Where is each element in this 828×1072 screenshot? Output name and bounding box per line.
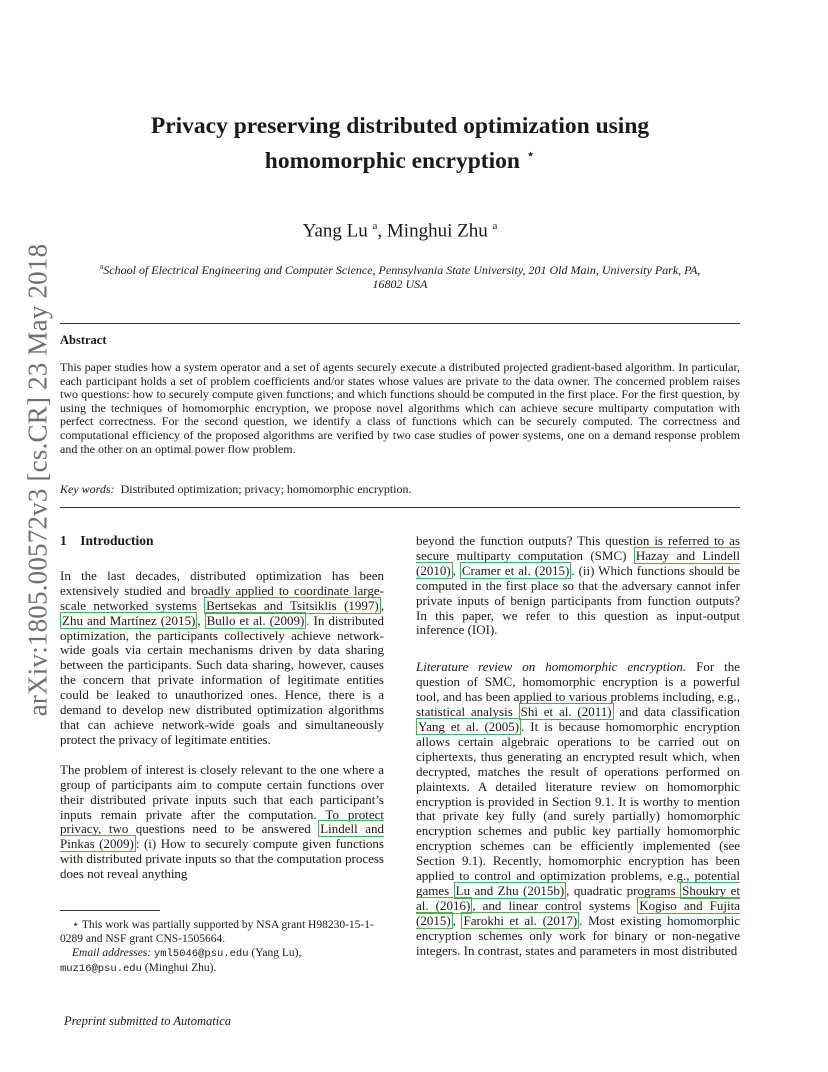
title-line-1: Privacy preserving distributed optimization using [150, 113, 650, 139]
email-addresses: Email addresses: yml5046@psu.edu (Yang Lu), [72, 947, 302, 960]
author-affiliation-mark: a [492, 220, 498, 232]
citation-link[interactable]: Bullo et al. (2009) [206, 612, 305, 628]
section-number: 1 [60, 533, 67, 548]
citation-link[interactable]: Lu and Zhu (2015b) [455, 882, 565, 898]
affiliation-mark: a [99, 262, 104, 271]
paragraph-label: Literature review on homomorphic encryption. [416, 659, 687, 675]
paper-title [60, 112, 740, 176]
citation-link[interactable]: Farokhi et al. (2017) [463, 912, 578, 928]
citation-link[interactable]: Hazay and Lindell (2010) [416, 547, 740, 578]
abstract-text: This paper studies how a system operator and a set of agents securely execute a distributed projected gradient-based algorithm. In particular, each participant holds a set of problem coefficients and/or states whose values are private to the data owner. The concerned problem raises two questions: how to securely compute given functions; and which functions should be computed in the first place. For the first question, by using the techniques of homomorphic encryption, we propose novel algorithms which can achieve secure multiparty computation with perfect correctness. For the second question, we identify a class of functions which can be securely computed. The correctness and computational efficiency of the proposed algorithms are verified by two case studies of power systems, one on a demand response problem and the other on an optimal power flow problem. [60, 360, 740, 456]
citation-link[interactable]: Yang et al. (2005) [418, 718, 520, 734]
divider [60, 507, 740, 508]
author-name: Minghui Zhu [386, 220, 488, 242]
preprint-note: Preprint submitted to Automatica [64, 1014, 232, 1028]
paragraph: The problem of interest is closely relevant to the one where a group of participants aim to compute certain functions over their distributed private inputs such that each participant’s inputs remain private after the computation. To protect privacy, two questions need to be answered Lindell and Pinkas (2009) : (i) How to securely compute given functions with distributed private inputs so that the computation process does not reveal anything [60, 761, 384, 882]
title-footnote-mark: ⋆ [525, 147, 536, 163]
email-link[interactable]: yml5046@psu.edu [153, 948, 249, 960]
keywords [60, 482, 740, 497]
citation-link[interactable]: Kogiso and Fujita (2015) [416, 897, 740, 928]
footnote-divider [60, 910, 160, 911]
right-column [416, 534, 740, 958]
paragraph: In the last decades, distributed optimization has been extensively studied and broadly applied to coordinate large-scale networked systems Bertsekas and Tsitsiklis (1997) , Zhu and Martínez (2015) , Bullo et al. (2009) . In distributed optimization, the participants collectively achieve network-wide goals via certain mechanisms driven by data sharing between the participants. Such data sharing, however, causes the concern that private information of legitimate entities could be leaked to unauthorized ones. Hence, there is a demand to develop new distributed optimization algorithms that can achieve network-wide goals and simultaneously protect the privacy of legitimate entities. [60, 567, 385, 747]
paragraph: beyond the function outputs? This question is referred to as secure multiparty computation (SMC) Hazay and Lindell (2010) , Cramer et al. (2015) . (ii) Which functions should be computed in the first place so that the adversary cannot infer private inputs of benign participants from function outputs? In this paper, we refer to this question as input-output inference (IOI). [416, 533, 741, 638]
email-addresses-cont: muz16@psu.edu (Minghui Zhu). [60, 962, 217, 975]
section-heading [60, 534, 384, 549]
left-column [60, 534, 384, 882]
citation-link[interactable]: Zhu and Martínez (2015) [62, 612, 196, 628]
funding-note: ⋆ This work was partially supported by NSA grant H98230-15-1-0289 and NSF grant CNS-1505664. [60, 919, 374, 945]
abstract-heading: Abstract [60, 333, 107, 347]
keywords-label: Key words: [60, 482, 115, 496]
arxiv-sidebar-stamp [8, 243, 68, 717]
title-line-2: homomorphic encryption [264, 147, 520, 174]
keywords-text: Distributed optimization; privacy; homomorphic encryption. [120, 482, 412, 496]
divider [60, 323, 740, 324]
citation-link[interactable]: Lindell and Pinkas (2009) [60, 821, 384, 852]
email-link[interactable]: muz16@psu.edu [60, 963, 142, 975]
footnote [60, 918, 384, 976]
citation-link[interactable]: Bertsekas and Tsitsiklis (1997) [206, 597, 379, 613]
citation-link[interactable]: Shoukry et al. (2016) [416, 882, 740, 913]
affiliation-line-2: 16802 USA [372, 277, 428, 291]
arxiv-id: arXiv:1805.00572v3 [cs.CR] 23 May 2018 [22, 243, 53, 717]
section-title: Introduction [80, 533, 154, 548]
paragraph: Literature review on homomorphic encryption. For the question of SMC, homomorphic encryption is a powerful tool, and has been applied to various problems including, e.g., statistical analysis Shi et al. (2011) and data classification Yang et al. (2005) . It is because homomorphic encryption allows certain algebraic operations to be carried out on ciphertexts, thus generating an encrypted result which, when decrypted, matches the result of operations performed on plaintexts. A detailed literature review on homomorphic encryption is provided in Section 9.1. It is worthy to mention that private key fully (and surely partially) homomorphic encryption schemes and public key partially homomorphic encryption schemes can be efficiently implemented (see Section 9.1). Recently, homomorphic encryption has been applied to control and optimization problems, e.g., potential games Lu and Zhu (2015b) , quadratic programs Shoukry et al. (2016) , and linear control systems Kogiso and Fujita (2015) , Farokhi et al. (2017) . Most existing homomorphic encryption schemes only work for binary or non-negative integers. In contrast, states and parameters in most distributed [416, 659, 741, 958]
affiliation-line-1: School of Electrical Engineering and Computer Science, Pennsylvania State University, 201 Old Main, University Park, PA, [103, 263, 701, 277]
author-list: Yang Lu $^a$, Minghui Zhu $^a$ [302, 220, 498, 242]
author-affiliation-mark: a [372, 220, 378, 232]
citation-link[interactable]: Shi et al. (2011) [520, 704, 612, 720]
author-name: Yang Lu [302, 220, 368, 242]
citation-link[interactable]: Cramer et al. (2015) [461, 562, 570, 578]
affiliation [60, 260, 740, 291]
